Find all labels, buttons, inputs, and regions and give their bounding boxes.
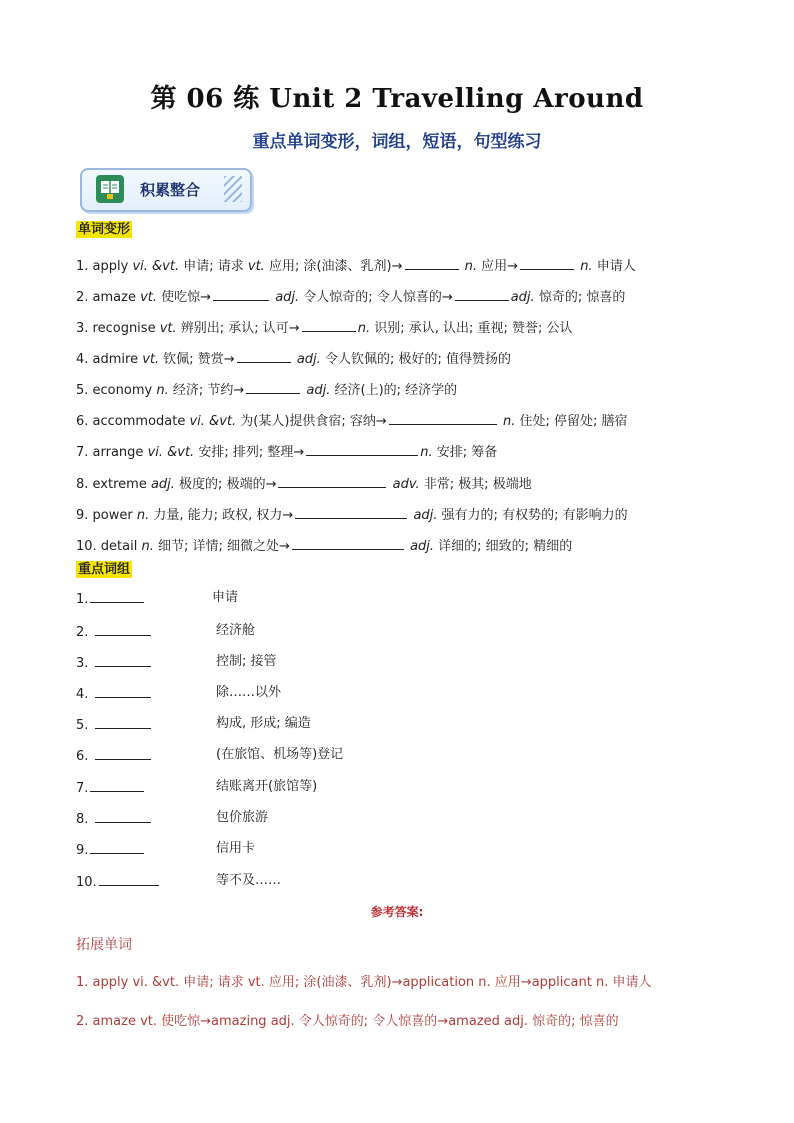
phrase-meaning-9: 信用卡 [216, 841, 256, 856]
phrase-meaning-3: 控制; 接管 [216, 654, 277, 669]
word-row-1: 1. apply vi. &vt. 申请; 请求 vt. 应用; 涂(油漆、乳剂)→ n. 应用→ n. 申请人 [76, 256, 636, 276]
word-row-9: 9. power n. 力量, 能力; 政权, 权力→ adj. 强有力的; 有权势的; 有影响力的 [76, 505, 628, 525]
phrase-meaning-1: 申请 [212, 590, 239, 605]
answer-blank[interactable] [90, 840, 144, 854]
answer-blank[interactable] [295, 505, 407, 519]
phrase-meaning-8: 包价旅游 [216, 810, 269, 825]
answer-blank[interactable] [99, 872, 159, 886]
banner-label: 积累整合 [140, 181, 201, 199]
answer-blank[interactable] [213, 287, 269, 301]
page-subtitle: 重点单词变形，词组，短语，句型练习 [252, 132, 542, 152]
banner-decoration [224, 176, 242, 202]
answer-blank[interactable] [95, 622, 151, 636]
answer-blank[interactable] [90, 778, 144, 792]
word-row-6: 6. accommodate vi. &vt. 为(某人)提供食宿; 容纳→ n. 住处; 停留处; 膳宿 [76, 411, 628, 431]
answer-blank[interactable] [95, 684, 151, 698]
word-row-5: 5. economy n. 经济; 节约→ adj. 经济(上)的; 经济学的 [76, 380, 457, 400]
answer-blank[interactable] [389, 411, 497, 425]
answer-blank[interactable] [237, 349, 291, 363]
phrase-row-1: 1. [76, 589, 146, 609]
word-row-2: 2. amaze vt. 使吃惊→ adj. 令人惊奇的; 令人惊喜的→ adj. 惊奇的; 惊喜的 [76, 287, 625, 307]
phrase-row-6: 6. [76, 746, 153, 766]
section-banner [80, 168, 252, 212]
answer-row-1: 1. apply vi. &vt. 申请; 请求 vt. 应用; 涂(油漆、乳剂)→application n. 应用→applicant n. 申请人 [76, 975, 652, 990]
phrase-row-10: 10. [76, 872, 161, 892]
answer-blank[interactable] [455, 287, 509, 301]
answer-blank[interactable] [246, 380, 300, 394]
answer-blank[interactable] [302, 318, 356, 332]
answer-section-heading: 拓展单词 [76, 937, 132, 953]
page-title: 第 06 练 Unit 2 Travelling Around [150, 84, 644, 114]
phrase-row-4: 4. [76, 684, 153, 704]
word-row-8: 8. extreme adj. 极度的; 极端的→ adv. 非常; 极其; 极端地 [76, 474, 532, 494]
section-tag-phrases: 重点词组 [78, 562, 131, 577]
phrase-meaning-2: 经济舱 [216, 623, 256, 638]
answer-key-title: 参考答案: [370, 905, 424, 919]
word-row-7: 7. arrange vi. &vt. 安排; 排列; 整理→ n. 安排; 筹备 [76, 442, 497, 462]
phrase-row-7: 7. [76, 778, 146, 798]
word-row-4: 4. admire vt. 钦佩; 赞赏→ adj. 令人钦佩的; 极好的; 值得赞扬的 [76, 349, 511, 369]
answer-blank[interactable] [95, 809, 151, 823]
answer-blank[interactable] [95, 653, 151, 667]
answer-blank[interactable] [90, 589, 144, 603]
answer-row-2: 2. amaze vt. 使吃惊→amazing adj. 令人惊奇的; 令人惊喜的→amazed adj. 惊奇的; 惊喜的 [76, 1014, 619, 1029]
phrase-row-2: 2. [76, 622, 153, 642]
answer-blank[interactable] [306, 442, 418, 456]
phrase-row-8: 8. [76, 809, 153, 829]
answer-blank[interactable] [95, 746, 151, 760]
phrase-meaning-6: (在旅馆、机场等)登记 [216, 747, 344, 762]
answer-blank[interactable] [520, 256, 574, 270]
phrase-row-9: 9. [76, 840, 146, 860]
word-row-10: 10. detail n. 细节; 详情; 细微之处→ adj. 详细的; 细致的; 精细的 [76, 536, 572, 556]
book-icon [96, 175, 124, 203]
answer-blank[interactable] [405, 256, 459, 270]
section-tag-words: 单词变形 [78, 222, 131, 237]
answer-blank[interactable] [292, 536, 404, 550]
word-row-3: 3. recognise vt. 辨别出; 承认; 认可→ n. 识别; 承认, 认出; 重视; 赞誉; 公认 [76, 318, 573, 338]
phrase-meaning-4: 除……以外 [216, 685, 282, 700]
answer-blank[interactable] [95, 715, 151, 729]
phrase-row-3: 3. [76, 653, 153, 673]
phrase-row-5: 5. [76, 715, 153, 735]
answer-blank[interactable] [278, 474, 386, 488]
phrase-meaning-10: 等不及…… [216, 873, 282, 888]
phrase-meaning-5: 构成, 形成; 编造 [216, 716, 311, 731]
phrase-meaning-7: 结账离开(旅馆等) [216, 779, 318, 794]
